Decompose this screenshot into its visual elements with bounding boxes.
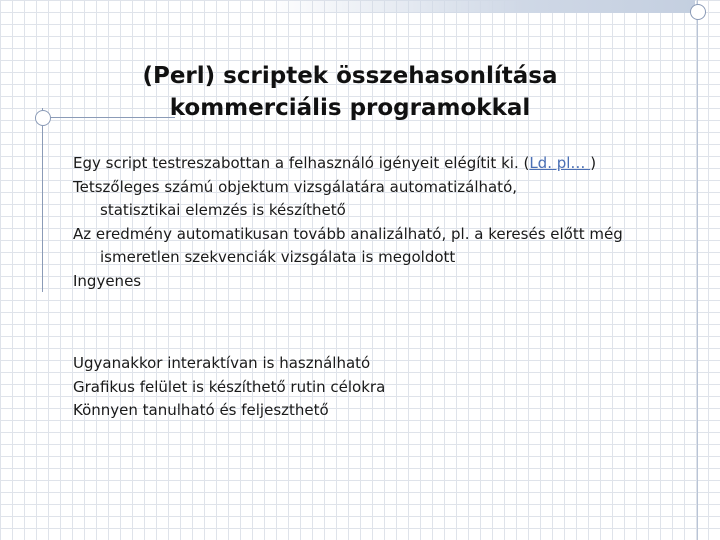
bullet-text: Könnyen tanulható és feljeszthető bbox=[73, 401, 329, 419]
bullet-text-end: ) bbox=[590, 154, 597, 172]
bullet-text: Grafikus felület is készíthető rutin célokra bbox=[73, 377, 386, 396]
top-decorative-band bbox=[265, 0, 695, 13]
bullet-list-top bbox=[73, 152, 703, 293]
slide-title: (Perl) scriptek összehasonlítása kommerciális programokkal bbox=[142, 63, 558, 122]
bullet-text: Ugyanakkor interaktívan is használható bbox=[73, 354, 371, 372]
bullet-item bbox=[73, 352, 673, 376]
bullet-item bbox=[73, 376, 673, 400]
bullet-item bbox=[73, 152, 703, 176]
bullet-text: Ingyenes bbox=[73, 271, 142, 290]
bullet-text: Az eredmény automatikusan tovább analizálható, pl. a keresés előtt még bbox=[73, 224, 623, 243]
bullet-item bbox=[73, 270, 703, 294]
bullet-item bbox=[73, 176, 703, 223]
bullet-item bbox=[73, 399, 673, 423]
left-circle-ornament bbox=[35, 110, 51, 126]
left-vertical-rule bbox=[42, 108, 43, 292]
top-right-circle-ornament bbox=[690, 4, 706, 20]
bullet-text: Egy script testreszabottan a felhasználó igényeit elégítit ki. ( bbox=[73, 154, 530, 172]
bullet-text: Tetszőleges számú objektum vizsgálatára automatizálható, bbox=[73, 177, 518, 196]
bullet-text-continuation: ismeretlen szekvenciák vizsgálata is megoldott bbox=[100, 248, 456, 266]
bullet-item bbox=[73, 223, 703, 270]
bullet-text-continuation: statisztikai elemzés is készíthető bbox=[100, 201, 346, 219]
bullet-list-bottom bbox=[73, 352, 673, 423]
example-link[interactable]: Ld. pl… bbox=[529, 154, 591, 172]
